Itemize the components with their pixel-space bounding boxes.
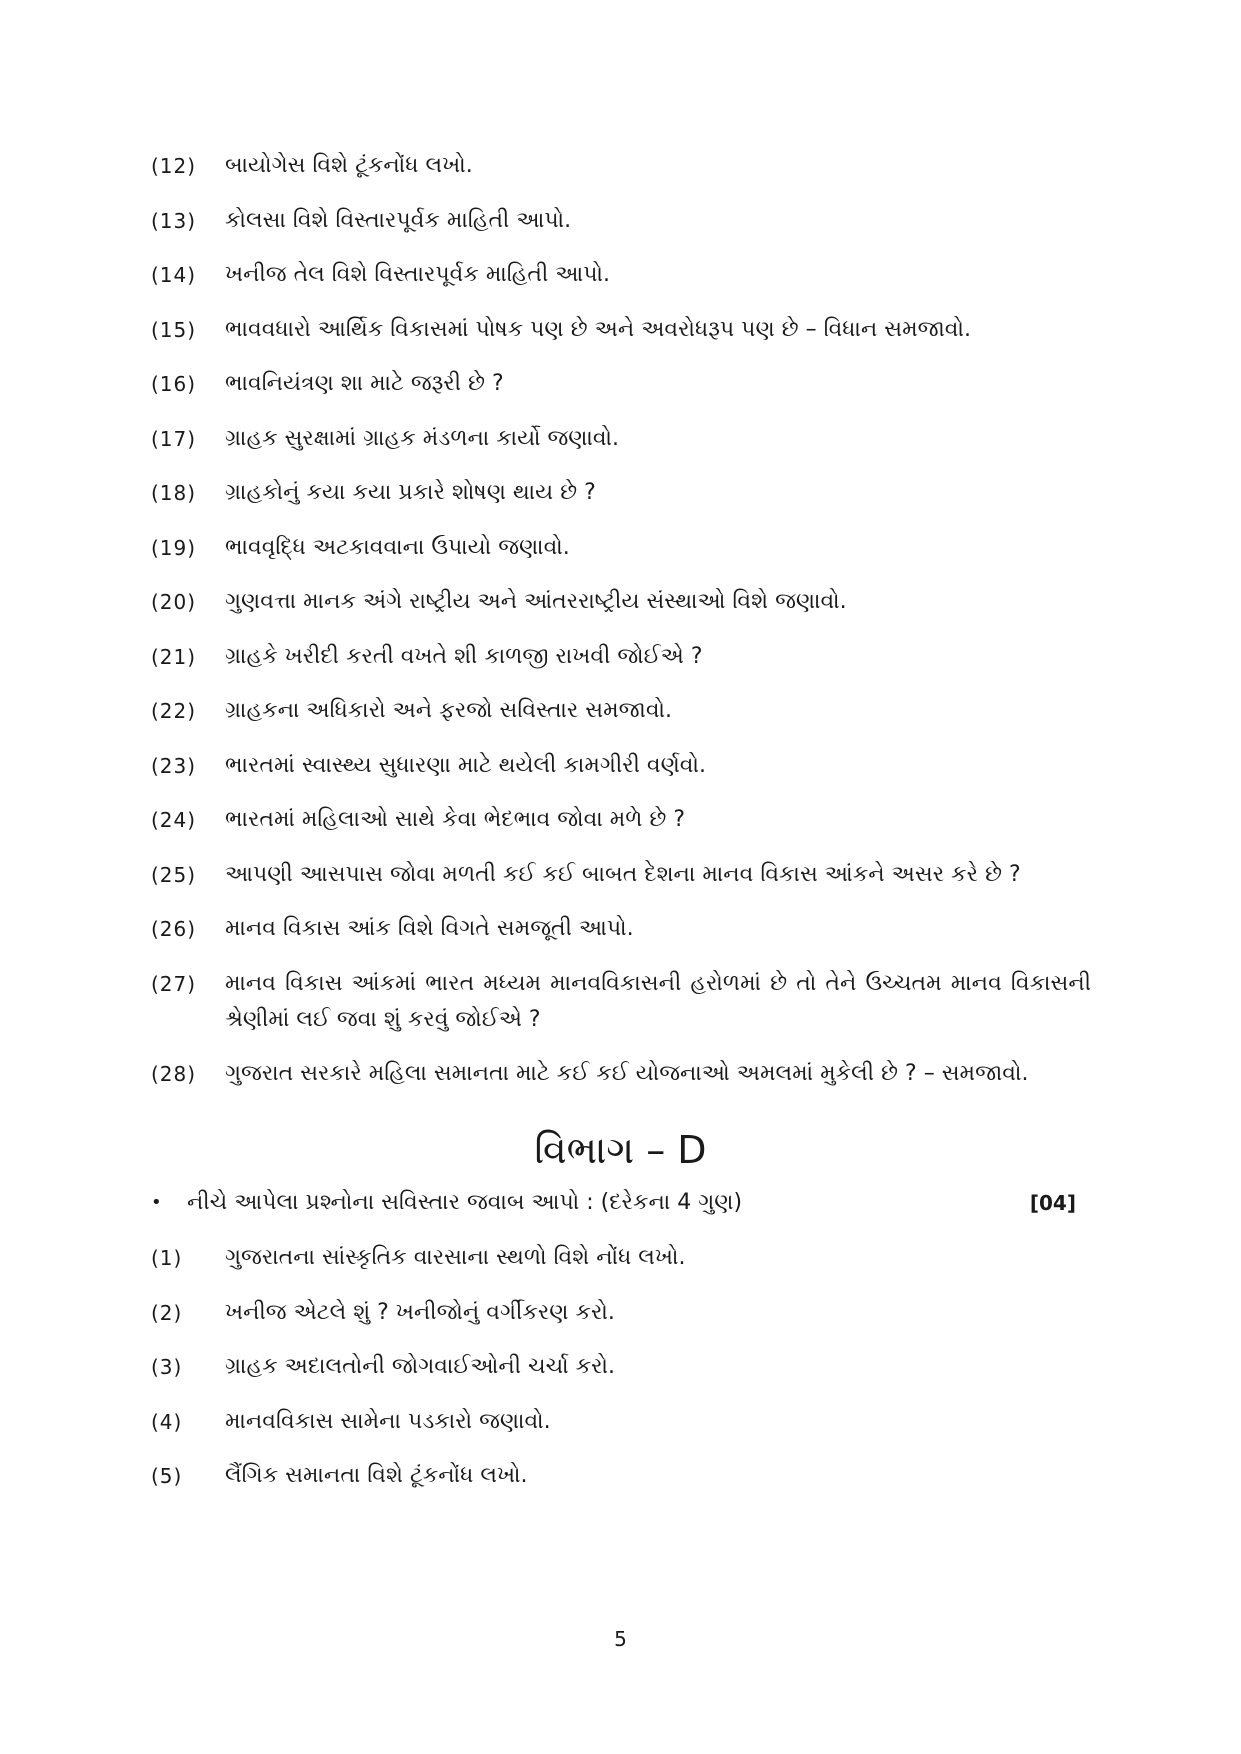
question-item (151, 1458, 1091, 1494)
question-text: ભાવવૃદ્ધિ અટકાવવાના ઉપાયો જણાવો. (225, 534, 570, 560)
question-number: (16) (151, 372, 197, 396)
question-number: (2) (151, 1300, 183, 1325)
instruction-text: નીચે આપેલા પ્રશ્નોના સવિસ્તાર જવાબ આપો : (દરેકના 4 ગુણ) (187, 1190, 743, 1215)
question-item (151, 1056, 1091, 1092)
question-text: કોલસા વિશે વિસ્તારપૂર્વક માહિતી આપો. (225, 207, 572, 233)
question-text: બાયોગેસ વિશે ટૂંકનોંધ લખો. (225, 153, 473, 178)
question-text: ગુણવત્તા માનક અંગે રાષ્ટ્રીય અને આંતરરાષ્ટ્રીય સંસ્થાઓ વિશે જણાવો. (225, 589, 847, 614)
question-item (151, 421, 1091, 457)
question-number: (23) (151, 753, 197, 778)
question-item (151, 475, 1091, 511)
question-item (151, 1240, 1091, 1276)
question-item (151, 693, 1091, 729)
question-item (151, 748, 1091, 784)
question-text: ભારતમાં સ્વાસ્થ્ય સુધારણા માટે થયેલી કામગીરી વર્ણવો. (225, 752, 707, 778)
question-item (151, 802, 1091, 838)
section-d-heading: વિભાગ – D (534, 1128, 707, 1172)
question-number: (26) (151, 917, 197, 941)
question-text: માનવવિકાસ સામેના પડકારો જણાવો. (225, 1408, 551, 1434)
question-text: ગ્રાહકે ખરીદી કરતી વખતે શી કાળજી રાખવી જોઈએ ? (225, 643, 703, 669)
question-number: (19) (151, 535, 197, 560)
question-text: ગ્રાહક અદાલતોની જોગવાઈઓની ચર્ચા કરો. (225, 1354, 616, 1379)
question-text: ખનીજ તેલ વિશે વિસ્તારપૂર્વક માહિતી આપો. (225, 262, 611, 287)
question-item (151, 584, 1091, 620)
question-item (151, 966, 1091, 1038)
question-text: ભાવનિયંત્રણ શા માટે જરૂરી છે ? (225, 371, 504, 396)
question-text: આપણી આસપાસ જોવા મળતી કઈ કઈ બાબત દેશના માનવ વિકાસ આંકને અસર કરે છે ? (225, 861, 1021, 887)
question-number: (17) (151, 426, 197, 451)
question-item (151, 312, 1091, 348)
section-d-instruction (151, 1185, 1076, 1221)
question-number: (4) (151, 1409, 183, 1434)
question-number: (12) (151, 154, 197, 178)
question-number: (20) (151, 590, 197, 614)
question-item (151, 1295, 1091, 1331)
question-item (151, 1404, 1091, 1440)
question-number: (22) (151, 699, 197, 723)
question-item (151, 530, 1091, 566)
question-number: (27) (151, 971, 197, 996)
question-number: (18) (151, 481, 197, 505)
question-number: (5) (151, 1464, 183, 1488)
question-text: માનવ વિકાસ આંકમાં ભારત મધ્યમ માનવવિકાસની હરોળમાં છે તો તેને ઉચ્ચતમ માનવ વિકાસની શ્રેણીમાં લઈ જવા શું કરવું જોઈએ ? (225, 970, 1091, 1032)
question-text: ખનીજ એટલે શું ? ખનીજોનું વર્ગીકરણ કરો. (225, 1299, 615, 1325)
marks-label: [04] (1029, 1191, 1076, 1215)
question-number: (3) (151, 1355, 183, 1379)
question-item (151, 911, 1091, 947)
section-d-question-list (151, 1240, 1091, 1513)
question-item (151, 1349, 1091, 1385)
question-number: (21) (151, 644, 197, 669)
page-number: 5 (614, 1627, 627, 1651)
question-number: (28) (151, 1062, 197, 1086)
section-c-question-list (151, 148, 1091, 1111)
question-item (151, 366, 1091, 402)
question-item (151, 148, 1091, 184)
question-text: લૈંગિક સમાનતા વિશે ટૂંકનોંધ લખો. (225, 1463, 528, 1488)
question-text: ભારતમાં મહિલાઓ સાથે કેવા ભેદભાવ જોવા મળે છે ? (225, 807, 686, 832)
question-number: (25) (151, 862, 197, 887)
question-text: ગુજરાતના સાંસ્કૃતિક વારસાના સ્થળો વિશે નોંધ લખો. (225, 1245, 686, 1270)
bullet-marker: • (151, 1192, 162, 1213)
question-text: ગ્રાહક સુરક્ષામાં ગ્રાહક મંડળના કાર્યો જણાવો. (225, 425, 620, 451)
question-number: (13) (151, 208, 197, 233)
question-number: (14) (151, 263, 197, 287)
question-number: (1) (151, 1246, 183, 1270)
question-number: (15) (151, 317, 197, 342)
question-item (151, 257, 1091, 293)
question-text: ગ્રાહકોનું કયા કયા પ્રકારે શોષણ થાય છે ? (225, 480, 596, 505)
question-item (151, 857, 1091, 893)
question-text: ગુજરાત સરકારે મહિલા સમાનતા માટે કઈ કઈ યોજનાઓ અમલમાં મુકેલી છે ? – સમજાવો. (225, 1061, 1029, 1086)
question-text: ગ્રાહકના અધિકારો અને ફરજો સવિસ્તાર સમજાવો. (225, 698, 673, 723)
question-item (151, 639, 1091, 675)
question-text: માનવ વિકાસ આંક વિશે વિગતે સમજૂતી આપો. (225, 916, 634, 941)
question-text: ભાવવધારો આર્થિક વિકાસમાં પોષક પણ છે અને અવરોધરૂપ પણ છે – વિધાન સમજાવો. (225, 316, 972, 342)
question-item (151, 203, 1091, 239)
question-number: (24) (151, 808, 197, 832)
